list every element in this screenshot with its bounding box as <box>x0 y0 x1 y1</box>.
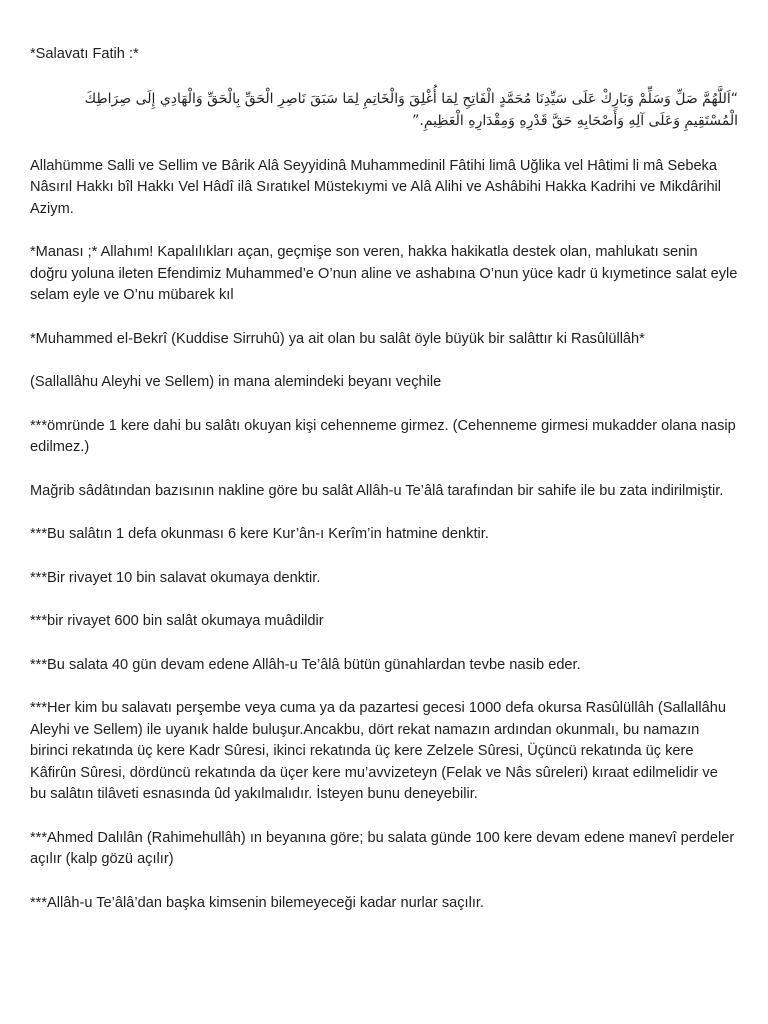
paragraph-9: ***Her kim bu salavatı perşembe veya cuma ya da pazartesi gecesi 1000 defa okursa Rasûlüllâh (Sallallâhu Aleyhi ve Sellem) ile uyanık halde buluşur.Ancakbu, dört rekat namazın ardından okunmalı, bu namazın birinci rekatında üç kere Kadr Sûresi, ikinci rekatında üç kere Zelzele Sûresi, Üçüncü rekatında üç kere Kâfirûn Sûresi, dördüncü rekatında da üçer kere mu’avvizeteyn (Felak ve Nâs sûreleri) kıraat edilmelidir ve bu salâtın tilâveti esnasında ûd yakılmalıdır. İsteyen bunu deneyebilir. <box>30 700 727 802</box>
heading: *Salavatı Fatih :* <box>30 46 139 62</box>
paragraph-11: ***Allâh-u Te’âlâ’dan başka kimsenin bilemeyeceği kadar nurlar saçılır. <box>30 894 484 911</box>
paragraph-3: ***ömründe 1 kere dahi bu salâtı okuyan kişi cehenneme girmez. (Cehenneme girmesi mukadder olana nasip edilmez.) <box>30 417 736 455</box>
paragraph-10: ***Ahmed Dalılân (Rahimehullâh) ın beyanına göre; bu salata günde 100 kere devam edene manevî perdeler açılır (kalp gözü açılır) <box>30 829 735 867</box>
paragraph-7: ***bir rivayet 600 bin salât okumaya muâdildir <box>30 613 324 629</box>
transliteration-paragraph: Allahümme Salli ve Sellim ve Bârik Alâ Seyyidinâ Muhammedinil Fâtihi limâ Uğlika vel Hâtimi li mâ Sebeka Nâsırıl Hakkı bîl Hakkı Vel Hâdî ilâ Sıratıkel Müstekıymi ve Alâ Alihi ve Ashâbihi Hakka Kadrihi ve Mikdârihil Aziym. <box>30 157 722 217</box>
paragraph-5: ***Bu salâtın 1 defa okunması 6 kere Kur’ân-ı Kerîm’in hatmine denktir. <box>30 526 489 542</box>
meaning-paragraph: *Manası ;* Allahım! Kapalılıkları açan, geçmişe son veren, hakka hakikatla destek olan, mahlukatı senin doğru yoluna ileten Efendimiz Muhammed’e O’nun aline ve ashabına O’nun yüce kadr ü kıymetince salat eyle selam eyle ve O’nu mübarek kıl <box>30 244 738 303</box>
paragraph-6: ***Bir rivayet 10 bin salavat okumaya denktir. <box>30 569 321 586</box>
paragraph-1: *Muhammed el-Bekrî (Kuddise Sirruhû) ya ait olan bu salât öyle büyük bir salâttır ki Rasûlüllâh* <box>30 330 645 347</box>
paragraph-8: ***Bu salata 40 gün devam edene Allâh-u Te’âlâ bütün günahlardan tevbe nasib eder. <box>30 656 581 673</box>
paragraph-2: (Sallallâhu Aleyhi ve Sellem) in mana alemindeki beyanı veçhile <box>30 374 442 390</box>
paragraph-4: Mağrib sâdâtından bazısının nakline göre bu salât Allâh-u Te’âlâ tarafından bir sahife ile bu zata indirilmiştir. <box>30 482 724 499</box>
arabic-prayer-text: “اَللَّهُمَّ صَلِّ وَسَلِّمْ وَبَارِكْ عَلَى سَيِّدِنَا مُحَمَّدٍ الْفَاتِحِ لِمَا أُغْلِقَ وَالْخَاتِمِ لِمَا سَبَقَ نَاصِرِ الْحَقِّ بِالْحَقِّ وَالْهَادِي إِلَى صِرَاطِكَ الْمُسْتَقِيمِ وَعَلَى آلِهِ وَأَصْحَابِهِ حَقَّ قَدْرِهِ وَمِقْدَارِهِ الْعَظِيمِ.” <box>84 90 738 129</box>
